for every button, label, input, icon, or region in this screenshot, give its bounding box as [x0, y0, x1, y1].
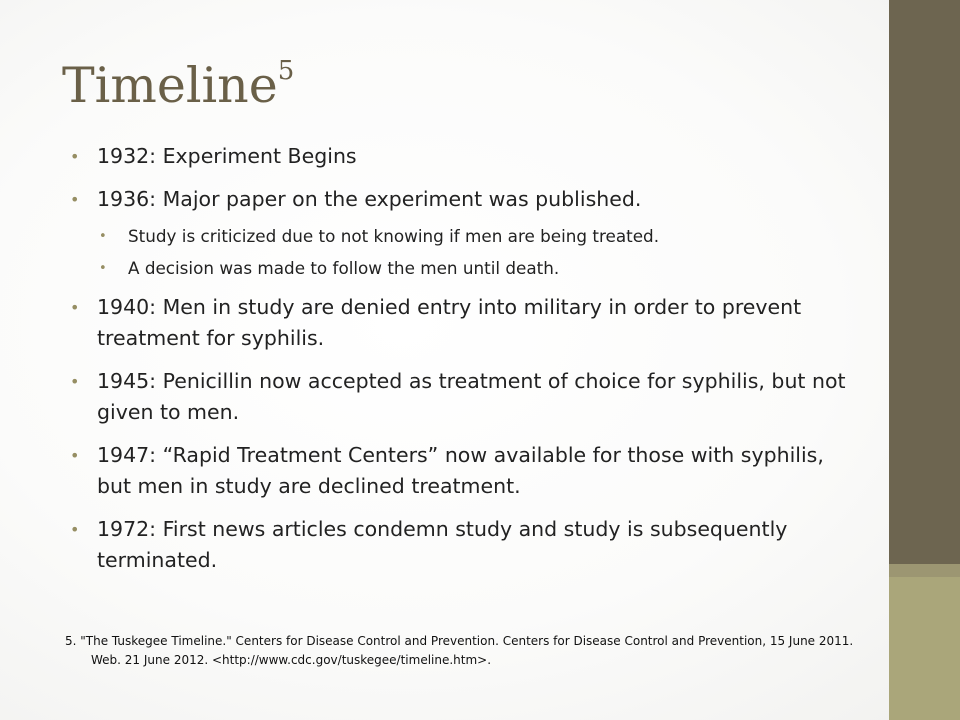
- list-item: [70, 141, 860, 172]
- item-text: 1936: Major paper on the experiment was published.: [97, 187, 642, 211]
- item-text: 1932: Experiment Begins: [97, 144, 357, 168]
- sidebar-decoration-strip: [889, 564, 960, 577]
- item-text: A decision was made to follow the men until death.: [128, 258, 560, 278]
- bullet-dot-icon: •: [99, 229, 107, 244]
- slide-title-text: Timeline: [62, 57, 278, 114]
- footnote: 5. "The Tuskegee Timeline." Centers for Disease Control and Prevention. Centers for Disease Control and Prevention, 15 June 2011. Web. 21 June 2012. <http://www.cdc.gov/tuskegee/timeline.htm>.: [65, 634, 854, 667]
- sub-list-item: [99, 223, 860, 250]
- bullet-dot-icon: •: [70, 446, 80, 465]
- title-superscript: 5: [277, 55, 295, 86]
- slide-title: [62, 56, 294, 116]
- list-item: [70, 440, 860, 502]
- item-text: 1945: Penicillin now accepted as treatment of choice for syphilis, but not given to men.: [97, 369, 846, 424]
- list-item: [70, 514, 860, 576]
- list-item: [70, 184, 860, 215]
- sidebar-decoration-top: [889, 0, 960, 577]
- item-text: Study is criticized due to not knowing if men are being treated.: [128, 226, 660, 246]
- sub-list-item: [99, 255, 860, 282]
- bullet-dot-icon: •: [99, 261, 107, 276]
- item-text: 1972: First news articles condemn study and study is subsequently terminated.: [97, 517, 788, 572]
- item-text: 1940: Men in study are denied entry into military in order to prevent treatment for syphilis.: [97, 295, 802, 350]
- sidebar-decoration-bottom: [889, 577, 960, 720]
- bullet-dot-icon: •: [70, 147, 80, 166]
- bullet-list: [70, 141, 860, 588]
- item-text: 1947: “Rapid Treatment Centers” now available for those with syphilis, but men in study are declined treatment.: [97, 443, 824, 498]
- list-item: [70, 292, 860, 354]
- bullet-dot-icon: •: [70, 520, 80, 539]
- list-item: [70, 366, 860, 428]
- bullet-dot-icon: •: [70, 298, 80, 317]
- bullet-dot-icon: •: [70, 190, 80, 209]
- bullet-dot-icon: •: [70, 372, 80, 391]
